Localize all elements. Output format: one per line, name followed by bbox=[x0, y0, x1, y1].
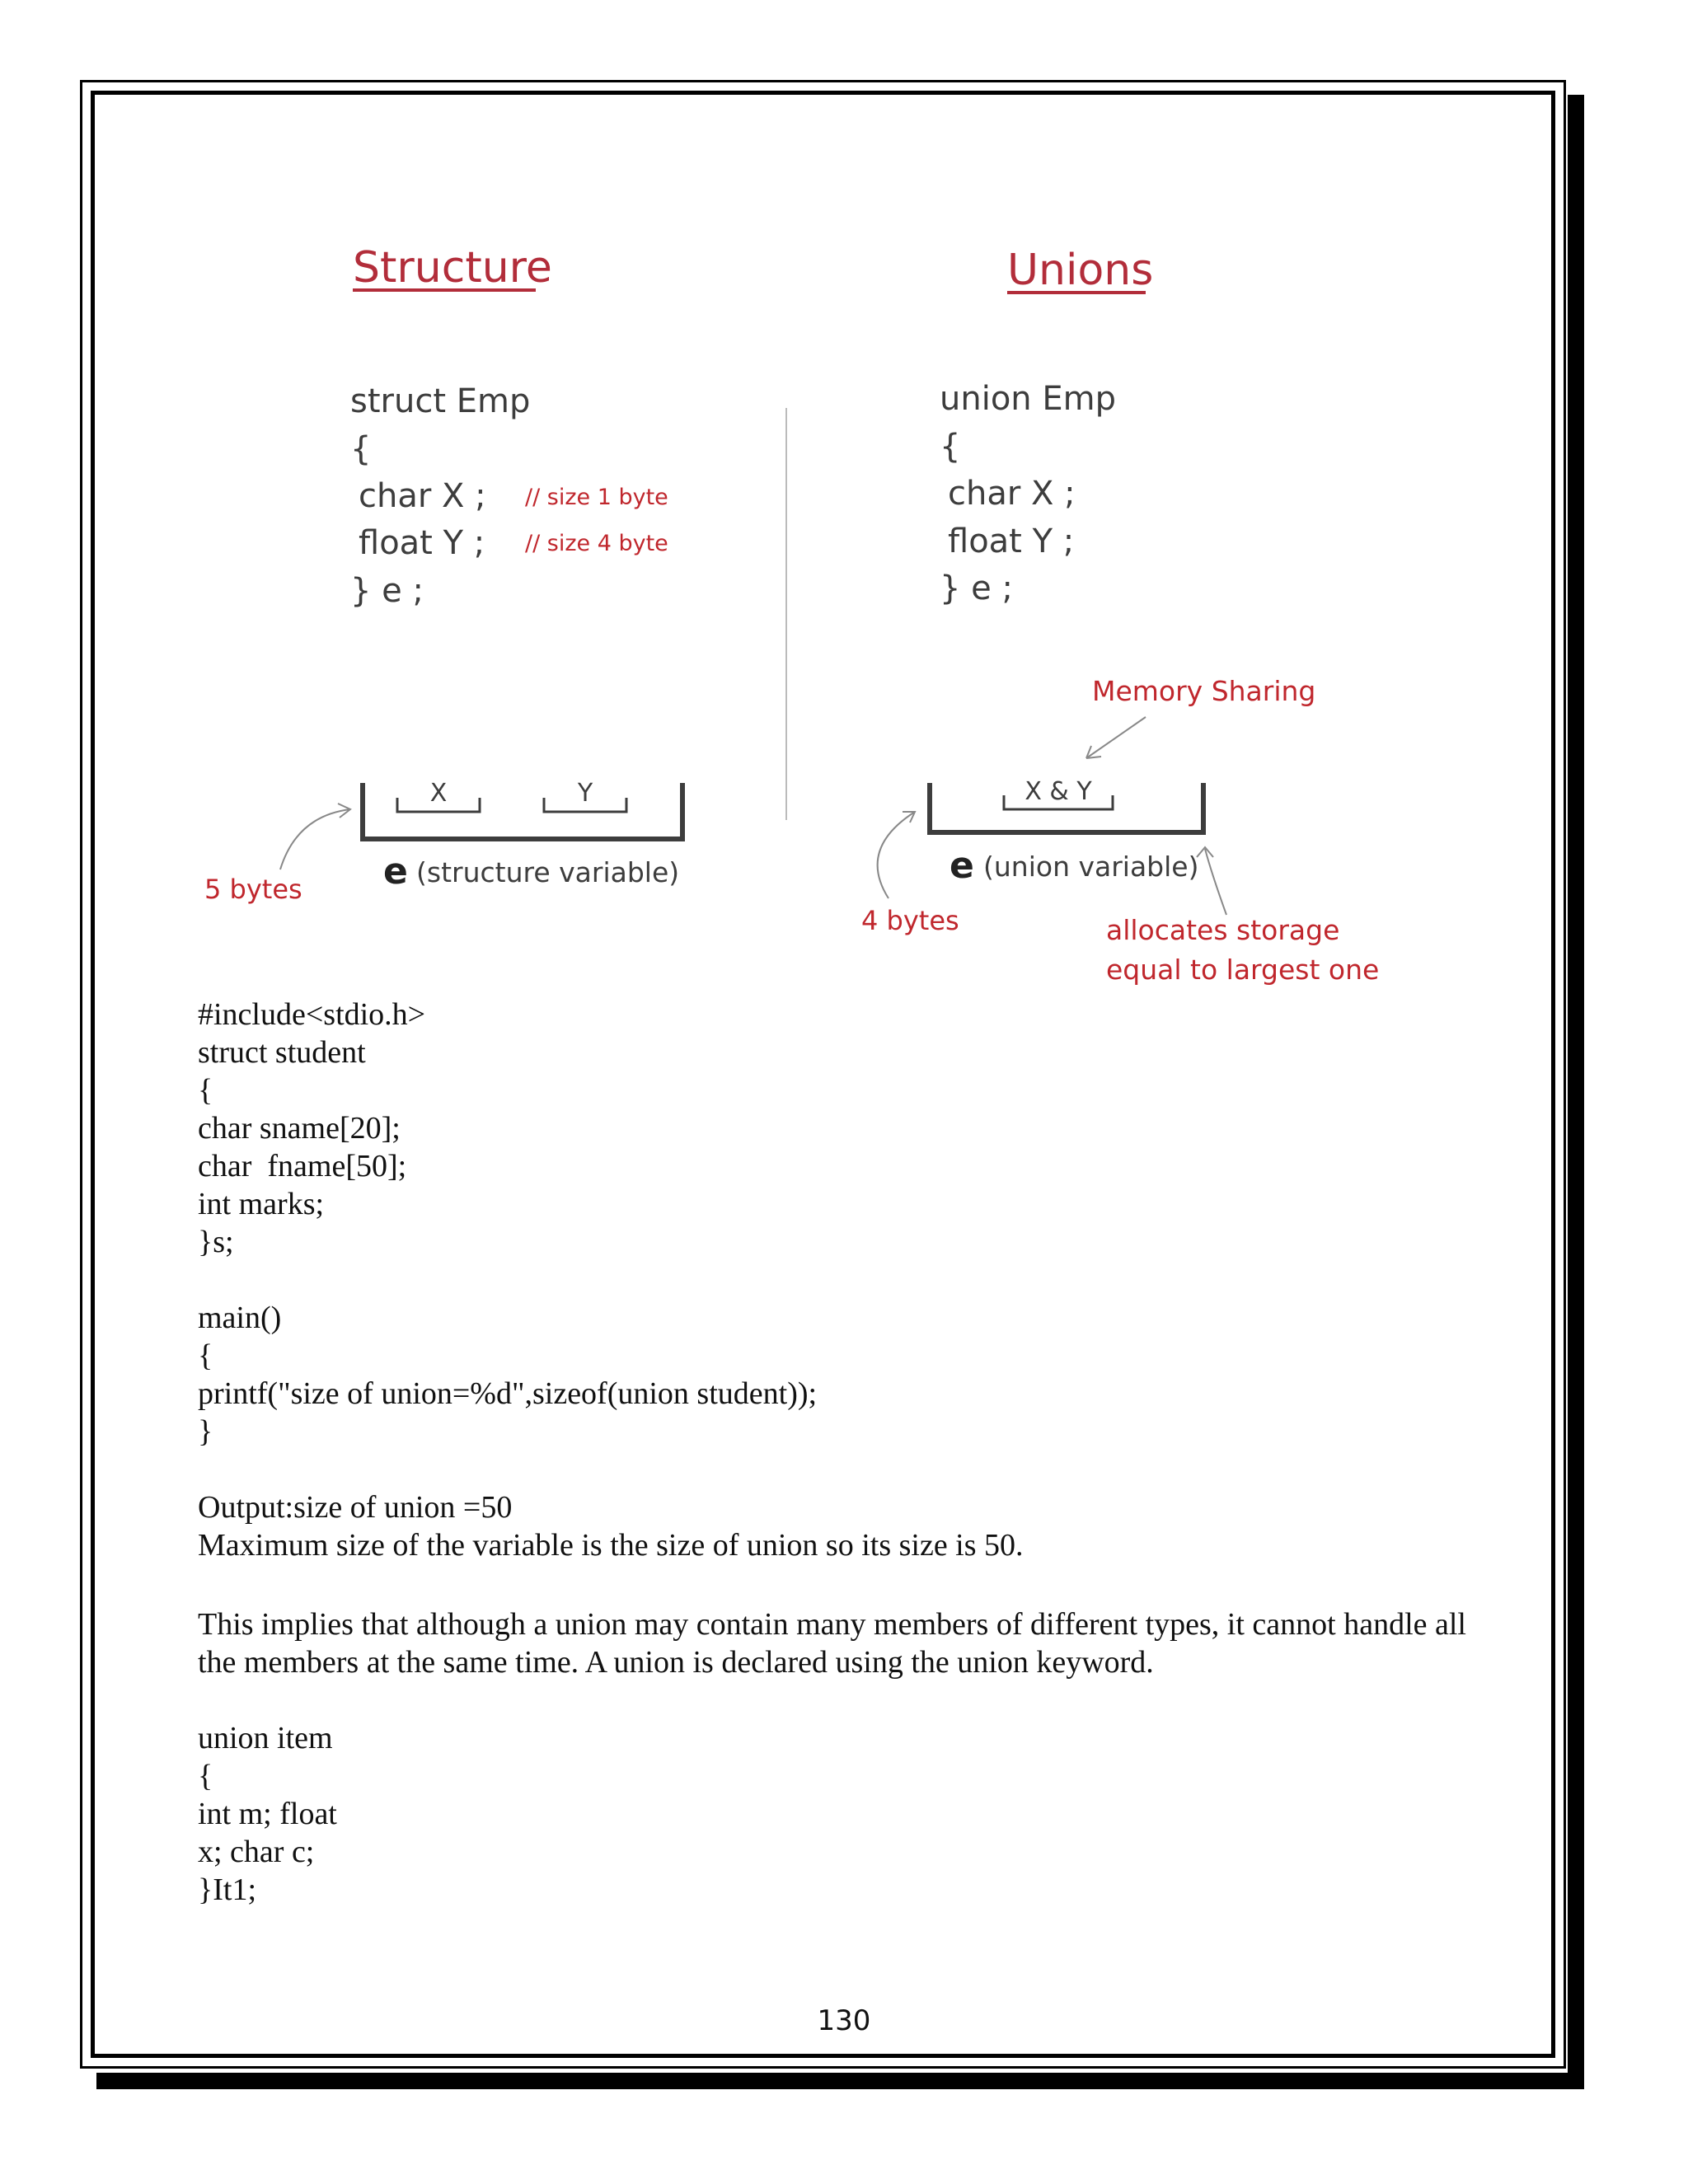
structure-code bbox=[350, 382, 530, 610]
union-code-line: char X ; bbox=[948, 475, 1076, 513]
arrow-head-icon bbox=[1197, 847, 1213, 857]
output-line: Output:size of union =50 bbox=[198, 1490, 513, 1525]
structure-heading: Structure bbox=[353, 243, 552, 293]
allocation-note-line: equal to largest one bbox=[1106, 954, 1380, 986]
structure-union-diagram bbox=[0, 0, 1688, 1014]
structure-variable-letter: e bbox=[383, 851, 408, 893]
code-block-union-item bbox=[198, 1719, 1434, 1909]
structure-variable-caption: (structure variable) bbox=[416, 856, 680, 888]
unions-heading: Unions bbox=[1007, 246, 1154, 295]
code-line: int m; float bbox=[198, 1797, 337, 1831]
code-block-include-student bbox=[198, 996, 1434, 1564]
structure-code-line: float Y ; bbox=[359, 524, 485, 562]
size-comment: // size 1 byte bbox=[525, 485, 668, 510]
structure-code-line: char X ; bbox=[359, 477, 486, 515]
field-xy-label: X & Y bbox=[1025, 777, 1092, 806]
union-code-line: union Emp bbox=[940, 380, 1116, 418]
code-line: x; char c; bbox=[198, 1835, 315, 1869]
code-line: main() bbox=[198, 1301, 282, 1335]
union-code-line: { bbox=[940, 428, 961, 466]
code-line: struct student bbox=[198, 1035, 366, 1070]
code-line: printf("size of union=%d",sizeof(union student)); bbox=[198, 1376, 818, 1411]
union-variable-letter: e bbox=[950, 845, 974, 887]
union-code-line: } e ; bbox=[940, 569, 1013, 607]
union-code-line: float Y ; bbox=[948, 523, 1075, 560]
structure-size-label: 5 bytes bbox=[204, 874, 302, 905]
code-line: { bbox=[198, 1073, 213, 1108]
field-y-label: Y bbox=[577, 779, 593, 808]
page-border-shadow-bottom bbox=[96, 2073, 1584, 2089]
structure-size-arrow bbox=[280, 809, 350, 869]
structure-code-line: { bbox=[350, 430, 372, 468]
union-size-label: 4 bytes bbox=[861, 905, 959, 936]
size-comment: // size 4 byte bbox=[525, 531, 668, 556]
code-line: char fname[50]; bbox=[198, 1149, 407, 1183]
memory-sharing-arrow bbox=[1086, 717, 1146, 758]
code-line: int marks; bbox=[198, 1187, 325, 1221]
code-line: } bbox=[198, 1414, 213, 1449]
field-x-label: X bbox=[429, 779, 448, 808]
memory-sharing-label: Memory Sharing bbox=[1092, 675, 1316, 707]
union-variable-caption: (union variable) bbox=[983, 851, 1199, 883]
code-line: { bbox=[198, 1338, 213, 1373]
structure-code-line: } e ; bbox=[350, 572, 424, 610]
union-explanation-paragraph: This implies that although a union may contain many members of different types, it cannot handle all the members at the same time. A union is declared using the union keyword. bbox=[198, 1607, 1466, 1680]
allocation-note-line: allocates storage bbox=[1106, 914, 1340, 946]
code-line bbox=[198, 1261, 1434, 1299]
code-line: union item bbox=[198, 1721, 333, 1755]
code-line: }It1; bbox=[198, 1872, 257, 1907]
page-number: 130 bbox=[817, 2004, 871, 2037]
explanation-line: Maximum size of the variable is the size of union so its size is 50. bbox=[198, 1528, 1024, 1563]
code-line: #include<stdio.h> bbox=[198, 997, 426, 1032]
structure-comments bbox=[525, 485, 668, 556]
union-size-arrow bbox=[878, 812, 915, 898]
code-line: { bbox=[198, 1759, 213, 1793]
code-line: char sname[20]; bbox=[198, 1111, 401, 1146]
union-code bbox=[940, 380, 1116, 607]
code-line: }s; bbox=[198, 1225, 234, 1259]
allocation-note-arrow bbox=[1205, 849, 1226, 915]
blank-line bbox=[198, 1451, 1434, 1488]
structure-code-line: struct Emp bbox=[350, 382, 531, 420]
